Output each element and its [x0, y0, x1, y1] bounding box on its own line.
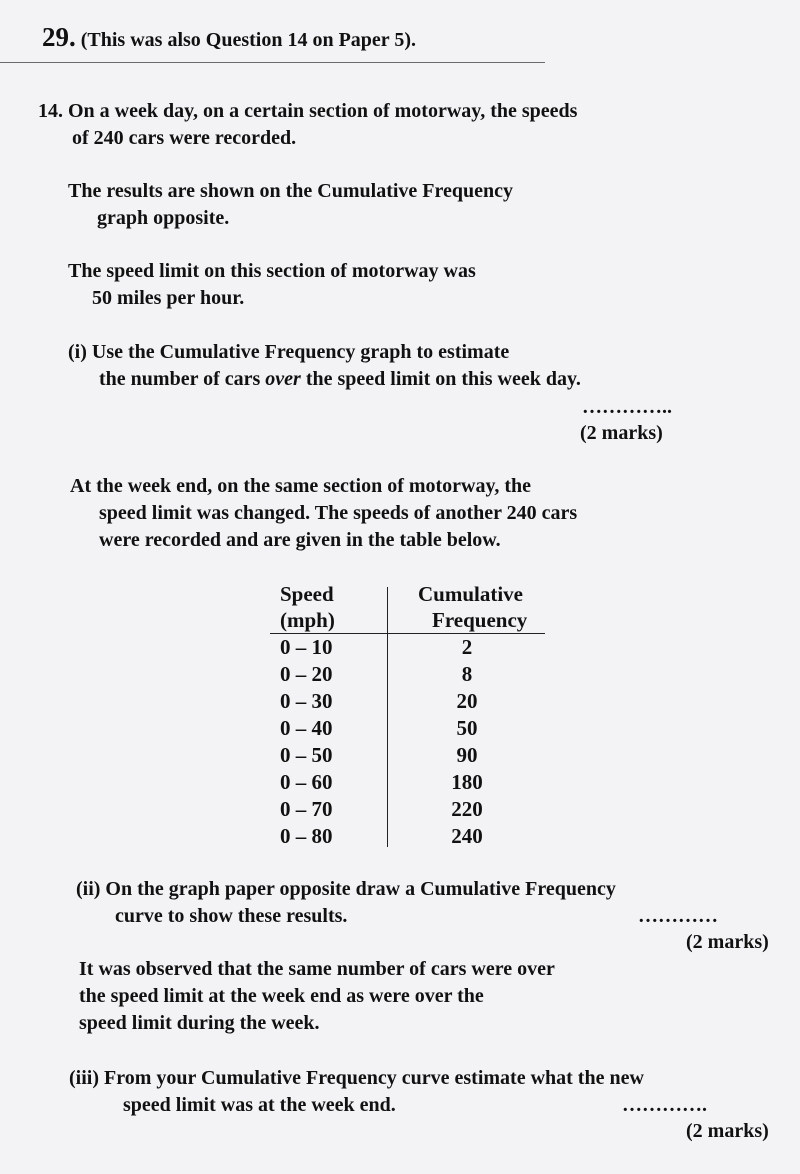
part-i-text-post: the speed limit on this week day. — [300, 368, 581, 390]
results-line-2: graph opposite. — [97, 207, 230, 229]
speed-cell: 0 – 40 — [280, 716, 333, 740]
frequency-header: Frequency — [432, 608, 528, 632]
table-row — [270, 769, 545, 796]
part-i-text-pre: the number of cars — [99, 368, 266, 390]
speed-cell: 0 – 60 — [280, 770, 333, 794]
results-line-1: The results are shown on the Cumulative Frequency — [68, 180, 514, 202]
part-ii-line-1: (ii) On the graph paper opposite draw a Cumulative Frequency — [76, 878, 616, 900]
cf-cell: 2 — [461, 635, 473, 659]
cf-cell: 8 — [461, 662, 473, 686]
speed-header: Speed — [280, 582, 334, 606]
part-i-line-1: (i) Use the Cumulative Frequency graph to estimate — [68, 341, 510, 363]
speed-cell: 0 – 30 — [280, 689, 333, 713]
speed-cell: 0 – 10 — [280, 635, 333, 659]
table-row — [270, 715, 545, 742]
part-ii-marks: (2 marks) — [686, 931, 769, 953]
part-ii-answer-space: ………… — [638, 905, 718, 927]
limit-line-2: 50 miles per hour. — [92, 287, 245, 309]
part-i-emphasis: over — [265, 368, 301, 390]
table-row — [270, 634, 545, 661]
part-i-marks: (2 marks) — [580, 422, 663, 444]
weekend-line-3: were recorded and are given in the table below. — [99, 529, 501, 551]
cf-cell: 20 — [456, 689, 478, 713]
table-row — [270, 661, 545, 688]
part-ii-line-2: curve to show these results. — [115, 905, 348, 927]
table-row — [270, 688, 545, 715]
table-row — [270, 742, 545, 769]
weekend-line-1: At the week end, on the same section of motorway, the — [70, 475, 532, 497]
table-row — [270, 823, 545, 850]
intro-line-2: of 240 cars were recorded. — [72, 127, 297, 149]
part-iii-line-1: (iii) From your Cumulative Frequency curve estimate what the new — [69, 1067, 644, 1089]
cumulative-frequency-table — [270, 581, 545, 847]
table-row — [270, 796, 545, 823]
cf-cell: 240 — [451, 824, 483, 848]
weekend-line-2: speed limit was changed. The speeds of another 240 cars — [99, 502, 578, 524]
intro-line-1: 14. On a week day, on a certain section of motorway, the speeds — [38, 100, 578, 122]
speed-cell: 0 – 80 — [280, 824, 333, 848]
speed-cell: 0 – 50 — [280, 743, 333, 767]
part-i-line-2 — [99, 366, 581, 392]
observed-line-3: speed limit during the week. — [79, 1012, 320, 1034]
speed-unit-header: (mph) — [280, 608, 335, 632]
question-header — [42, 24, 416, 53]
speed-cell: 0 – 70 — [280, 797, 333, 821]
part-iii-answer-space: …………. — [622, 1094, 707, 1116]
observed-line-1: It was observed that the same number of cars were over — [79, 958, 555, 980]
part-iii-line-2: speed limit was at the week end. — [123, 1094, 396, 1116]
cf-cell: 90 — [456, 743, 478, 767]
cf-cell: 220 — [451, 797, 483, 821]
part-iii-marks: (2 marks) — [686, 1120, 769, 1142]
limit-line-1: The speed limit on this section of motorway was — [68, 260, 476, 282]
speed-cell: 0 – 20 — [280, 662, 333, 686]
header-note: (This was also Question 14 on Paper 5). — [80, 29, 416, 51]
cf-cell: 50 — [456, 716, 478, 740]
header-divider — [0, 62, 545, 63]
cumulative-header: Cumulative — [418, 582, 523, 606]
part-i-answer-space: ………….. — [582, 396, 672, 418]
cf-cell: 180 — [451, 770, 483, 794]
observed-line-2: the speed limit at the week end as were over the — [79, 985, 484, 1007]
question-number: 29. — [42, 22, 76, 52]
